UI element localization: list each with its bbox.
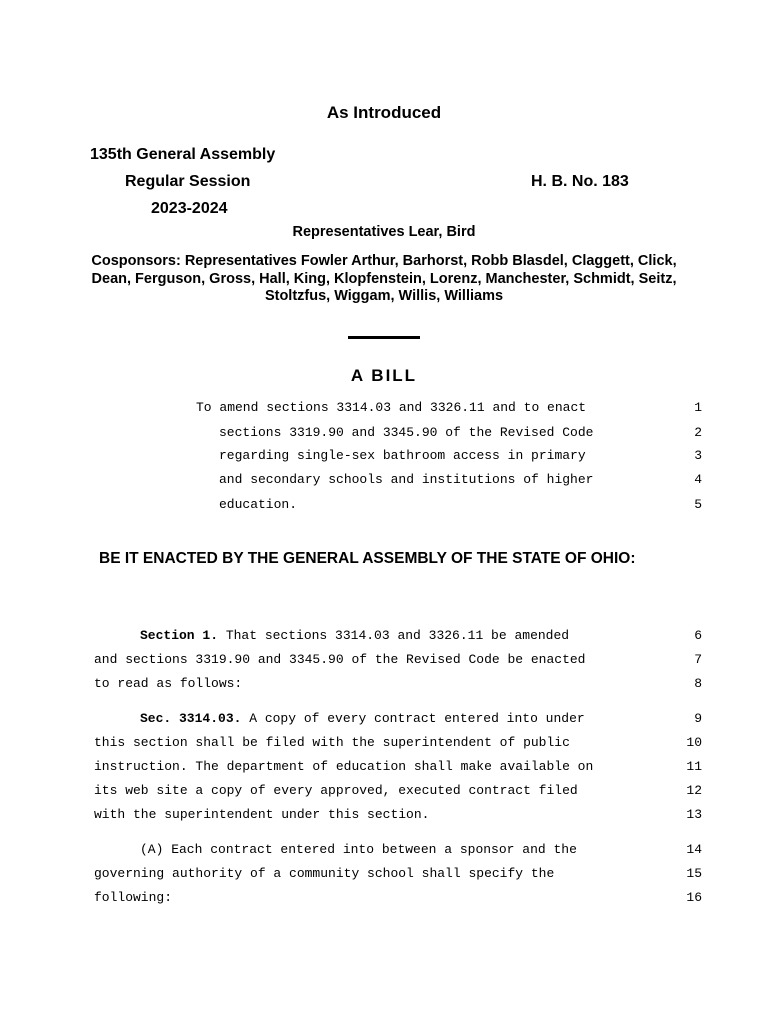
line-number: 9 [694,711,702,726]
line-number: 14 [686,842,702,857]
section-1-line [140,628,569,644]
title-line: sections 3319.90 and 3345.90 of the Revised Code [219,425,594,440]
title-line: To amend sections 3314.03 and 3326.11 and to enact [196,400,587,415]
bill-number: H. B. No. 183 [531,173,629,190]
line-number: 12 [686,783,702,798]
section-3314-03-line: this section shall be filed with the superintendent of public [94,735,570,750]
line-number: 3 [694,448,702,463]
section-3314-03-line: with the superintendent under this section. [94,807,430,822]
section-3314-03-text: A copy of every contract entered into under [241,711,585,726]
section-1-text: That sections 3314.03 and 3326.11 be amended [218,628,570,643]
cosponsors: Cosponsors: Representatives Fowler Arthur, Barhorst, Robb Blasdel, Claggett, Click, Dean, Ferguson, Gross, Hall, King, Klopfenstein, Lorenz, Manchester, Schmidt, Seitz, Stoltzfus, Wiggam, Willis, Williams [91,253,677,304]
section-1-line: to read as follows: [94,676,243,691]
line-number: 10 [686,735,702,750]
title-divider [348,336,420,339]
section-3314-03-line: instruction. The department of education shall make available on [94,759,594,774]
section-1-label: Section 1. [140,628,219,643]
primary-sponsors: Representatives Lear, Bird [292,224,476,240]
line-number: 6 [694,628,702,643]
section-3314-03-label: Sec. 3314.03. [140,711,242,726]
line-number: 13 [686,807,702,822]
title-line: and secondary schools and institutions of higher [219,472,594,487]
section-3314-03-line: its web site a copy of every approved, executed contract filed [94,783,578,798]
bill-heading: A BILL [350,366,418,385]
line-number: 5 [694,497,702,512]
line-number: 8 [694,676,702,691]
section-1-line: and sections 3319.90 and 3345.90 of the Revised Code be enacted [94,652,586,667]
line-number: 15 [686,866,702,881]
paragraph-a-line: governing authority of a community school shall specify the [94,866,555,881]
line-number: 4 [694,472,702,487]
line-number: 7 [694,652,702,667]
line-number: 1 [694,400,702,415]
general-assembly: 135th General Assembly [90,146,276,163]
session-years: 2023-2024 [151,200,228,217]
session: Regular Session [125,173,251,190]
paragraph-a-line: (A) Each contract entered into between a sponsor and the [140,842,577,857]
title-line: education. [219,497,298,512]
enacting-clause: BE IT ENACTED BY THE GENERAL ASSEMBLY OF THE STATE OF OHIO: [99,550,636,567]
line-number: 16 [686,890,702,905]
bill-status: As Introduced [326,103,442,122]
line-number: 2 [694,425,702,440]
line-number: 11 [686,759,702,774]
paragraph-a-line: following: [94,890,173,905]
section-3314-03-line [140,711,585,727]
title-line: regarding single-sex bathroom access in primary [219,448,586,463]
